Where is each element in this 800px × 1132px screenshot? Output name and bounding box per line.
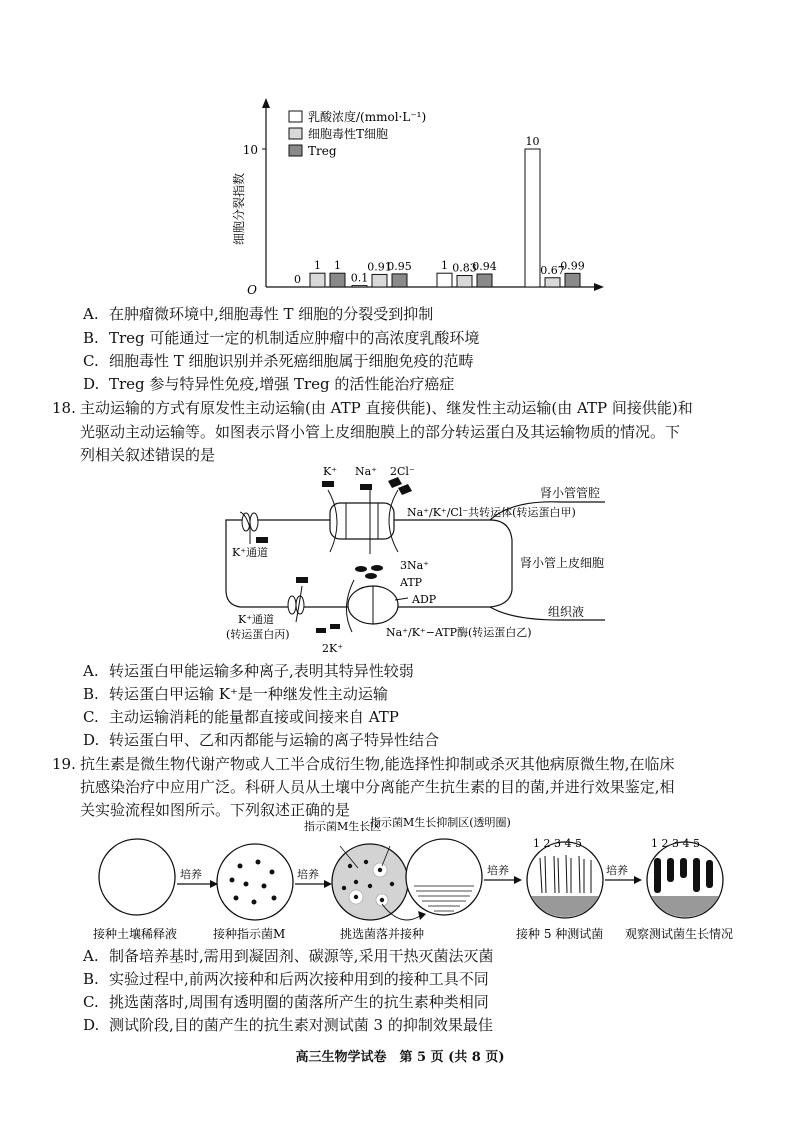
plate-label-6: 观察测试菌生长情况 [625, 927, 734, 941]
bar-label-ctl-group-2: 0.91 [367, 260, 392, 274]
culture-label-3: 培养 [487, 864, 509, 877]
k-block-left [256, 537, 268, 543]
label-cotransporter: Na⁺/K⁺/Cl⁻共转运体(转运蛋白甲) [407, 506, 576, 519]
legend-label-ctl: 细胞毒性T细胞 [308, 127, 389, 141]
bar-label-lactate-group-4: 10 [525, 135, 540, 148]
q18-number: 18. [52, 399, 76, 417]
transfer-arrow-head [418, 911, 426, 920]
bar-treg-group-2 [392, 274, 407, 287]
bar-lactate-group-2 [352, 286, 367, 287]
na3-block-1 [355, 566, 367, 572]
q19-number: 19. [52, 755, 76, 773]
zone-m-label: 指示菌M生长区 [304, 820, 382, 833]
legend-swatch-treg [289, 145, 302, 156]
label-protein-c: (转运蛋白丙) [226, 628, 290, 641]
label-na: Na⁺ [355, 465, 377, 478]
bar-chart [220, 95, 620, 305]
label-cl: 2Cl⁻ [390, 465, 415, 478]
cotransporter-shape [330, 503, 394, 539]
plate-label-5: 接种 5 种测试菌 [516, 927, 604, 941]
y-axis-label: 细胞分裂指数 [232, 172, 246, 245]
bar-label-lactate-group-3: 1 [441, 259, 448, 273]
q19-stem-line-2: 抗感染治疗中应用广泛。科研人员从土壤中分离能产生抗生素的目的菌,并进行效果鉴定,相 [80, 778, 675, 796]
plate-6-target-band [651, 896, 719, 917]
q18-stem-line-3: 列相关叙述错误的是 [80, 446, 216, 464]
chart-bars [294, 135, 585, 287]
bar-ctl-group-3 [457, 276, 472, 287]
bar-lactate-group-3 [437, 273, 452, 287]
plate-6-numbers: 1 2 3 4 5 [651, 837, 700, 850]
bar-label-treg-group-4: 0.99 [560, 259, 585, 273]
q19-option-a: A. 制备培养基时,需用到凝固剂、碳源等,采用干热灭菌法灭菌 [83, 947, 494, 965]
plate-1 [99, 839, 175, 915]
label-lumen: 肾小管管腔 [540, 486, 601, 500]
legend-label-lactate: 乳酸浓度/(mmol·L⁻¹) [308, 110, 427, 124]
bar-treg-group-4 [565, 273, 580, 287]
legend-swatch-lactate [289, 111, 302, 122]
cl-block-top-2 [398, 484, 412, 495]
k-channel-top-shape-1 [242, 513, 250, 531]
q18-option-b: B. 转运蛋白甲运输 K⁺是一种继发性主动运输 [83, 685, 388, 703]
bar-treg-group-3 [477, 274, 492, 287]
q18-stem-line-2: 光驱动主动运输等。如图表示肾小管上皮细胞膜上的部分转运蛋白及其运输物质的情况。下 [80, 423, 681, 441]
k-channel-bottom-shape-1 [288, 596, 296, 614]
culture-label-1: 培养 [180, 868, 202, 881]
na3-block-2 [371, 565, 383, 571]
na3-block-3 [365, 573, 377, 579]
legend-swatch-ctl [289, 128, 302, 139]
x-axis-arrow [594, 283, 604, 291]
label-k-channel-top: K⁺通道 [232, 546, 269, 559]
q19-option-c: C. 挑选菌落时,周围有透明圈的菌落所产生的抗生素种类相同 [83, 993, 489, 1011]
label-atp: ATP [400, 576, 423, 589]
label-k-channel-bottom: K⁺通道 [238, 613, 275, 626]
arrow-3-head [514, 876, 522, 884]
bar-ctl-group-2 [372, 274, 387, 287]
bar-lactate-group-4 [525, 149, 540, 287]
zone-inhib-label: 指示菌M生长抑制区(透明圈) [370, 816, 511, 829]
bar-label-treg-group-3: 0.94 [472, 260, 497, 274]
q17-option-d: D. Treg 参与特异性免疫,增强 Treg 的活性能治疗癌症 [83, 375, 455, 393]
q17-option-b: B. Treg 可能通过一定的机制适应肿瘤中的高浓度乳酸环境 [83, 329, 480, 347]
q18-option-c: C. 主动运输消耗的能量都直接或间接来自 ATP [83, 708, 399, 726]
q18-stem-line-1: 主动运输的方式有原发性主动运输(由 ATP 直接供能)、继发性主动运输(由 ATP 间接供能)和 [80, 399, 693, 417]
bar-label-ctl-group-1: 1 [314, 259, 321, 273]
na-block-top [360, 484, 372, 490]
plate-label-2: 接种指示菌M [213, 927, 286, 941]
legend-label-treg: Treg [308, 144, 337, 158]
label-na3: 3Na⁺ [400, 559, 429, 572]
q19-stem-line-1: 抗生素是微生物代谢产物或人工半合成衍生物,能选择性抑制或杀灭其他病原微生物,在临床 [80, 755, 675, 773]
plate-2 [217, 844, 293, 920]
origin-label: O [247, 283, 257, 297]
q17-option-a: A. 在肿瘤微环境中,细胞毒性 T 细胞的分裂受到抑制 [83, 305, 434, 323]
bar-label-ctl-group-4: 0.67 [540, 263, 565, 277]
label-epithelial: 肾小管上皮细胞 [520, 556, 605, 570]
q19-stem-line-3: 关实验流程如图所示。下列叙述正确的是 [80, 801, 351, 819]
bar-treg-group-1 [330, 273, 345, 287]
y-axis-arrow [262, 98, 270, 108]
arrow-4-head [634, 876, 642, 884]
culture-label-2: 培养 [297, 868, 319, 881]
plate-5-target-band [531, 896, 599, 917]
chart-legend [289, 109, 426, 158]
bar-label-treg-group-1: 1 [334, 259, 341, 273]
k-block-top [322, 481, 334, 487]
culture-label-4: 培养 [606, 864, 628, 877]
k-block-bottom [296, 577, 308, 583]
bar-ctl-group-4 [545, 278, 560, 287]
label-atpase: Na⁺/K⁺−ATP酶(转运蛋白乙) [386, 626, 532, 639]
bar-label-lactate-group-2: 0.1 [350, 271, 369, 285]
q18-option-a: A. 转运蛋白甲能运输多种离子,表明其特异性较弱 [83, 662, 414, 680]
cl-block-top-1 [388, 477, 402, 488]
plate-5-numbers: 1 2 3 4 5 [533, 837, 582, 850]
y-tick-label: 10 [242, 143, 258, 157]
experiment-flow-diagram [90, 812, 750, 952]
bar-label-treg-group-2: 0.95 [387, 259, 412, 273]
q18-option-d: D. 转运蛋白甲、乙和丙都能与运输的离子特异性结合 [83, 731, 440, 749]
label-k2: 2K⁺ [322, 642, 344, 655]
plate-4 [406, 839, 482, 915]
plate-label-1: 接种土壤稀释液 [93, 927, 178, 941]
bar-ctl-group-1 [310, 273, 325, 287]
label-tissue: 组织液 [548, 605, 585, 619]
q17-option-c: C. 细胞毒性 T 细胞识别并杀死癌细胞属于细胞免疫的范畴 [83, 352, 474, 370]
transport-diagram [200, 460, 620, 660]
plate-3 [332, 844, 408, 920]
k2-block-1 [316, 628, 326, 633]
q19-option-d: D. 测试阶段,目的菌产生的抗生素对测试菌 3 的抑制效果最佳 [83, 1016, 493, 1034]
label-adp: ADP [412, 593, 437, 606]
plate-label-3: 挑选菌落并接种 [340, 927, 425, 941]
k-channel-top-shape-2 [250, 513, 258, 531]
q19-option-b: B. 实验过程中,前两次接种和后两次接种用到的接种工具不同 [83, 970, 489, 988]
bar-label-lactate-group-1: 0 [294, 273, 301, 286]
arrow-2-head [324, 880, 332, 888]
label-k: K⁺ [323, 465, 338, 478]
page-footer: 高三生物学试卷 第 5 页 (共 8 页) [295, 1050, 505, 1065]
k2-block-2 [330, 624, 340, 629]
bar-label-ctl-group-3: 0.83 [452, 261, 477, 275]
